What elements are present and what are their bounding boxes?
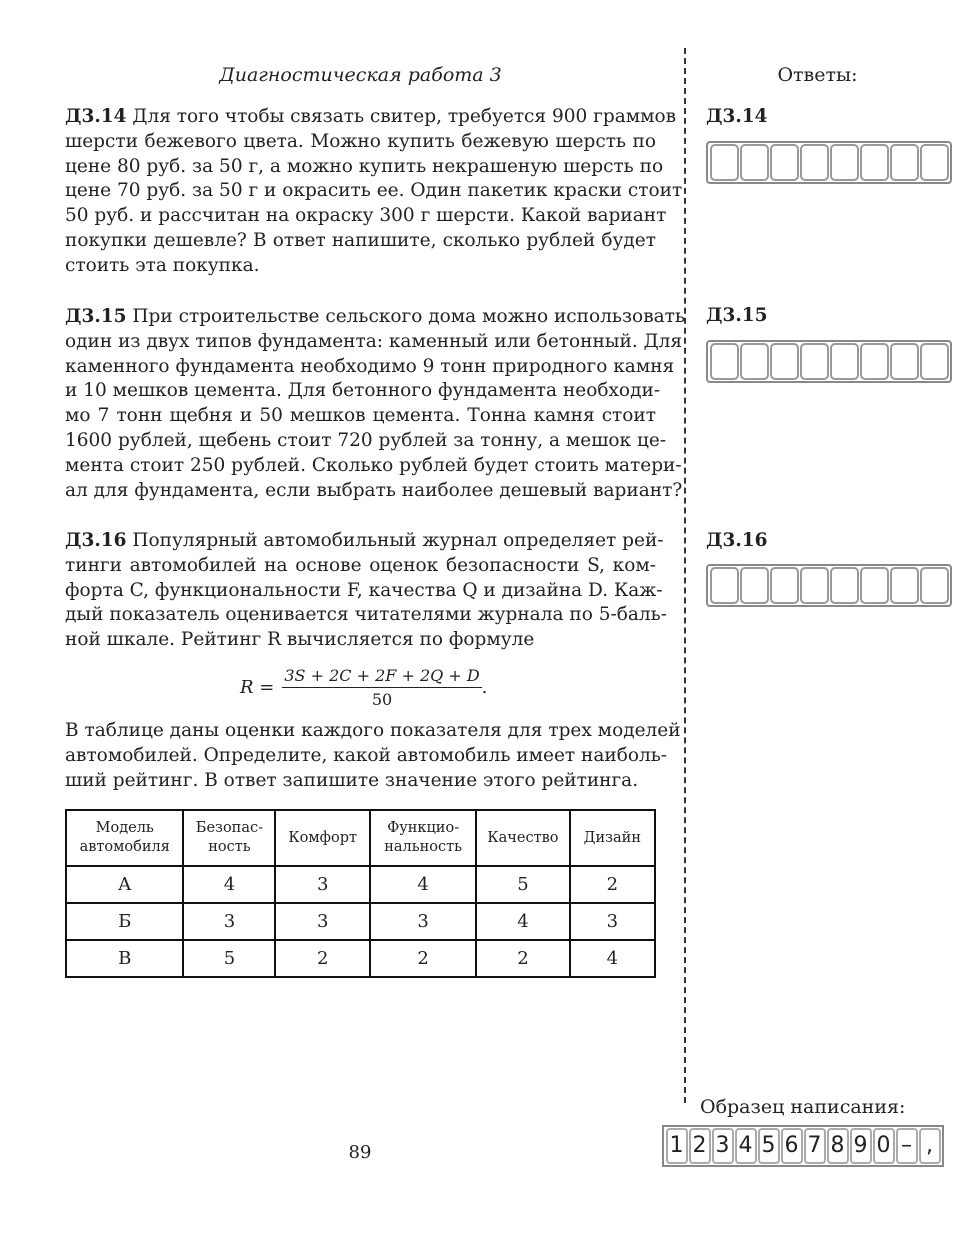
text-line	[65, 105, 677, 130]
text-line	[65, 179, 683, 204]
table-row	[66, 866, 655, 903]
answer-cell[interactable]	[860, 343, 889, 380]
rating-formula	[240, 666, 487, 709]
text-line	[65, 404, 656, 429]
answer-label-d3-14: Д3.14	[706, 106, 768, 127]
task-number: Д3.15	[65, 306, 127, 327]
sample-char: 7	[804, 1128, 826, 1164]
text-line	[65, 529, 664, 554]
answer-cell[interactable]	[920, 343, 949, 380]
task-d3-14	[65, 105, 683, 279]
text-line	[65, 579, 663, 604]
table-cell: 2	[370, 940, 476, 977]
sample-char: 2	[689, 1128, 711, 1164]
sample-label: Образец написания:	[700, 1096, 906, 1118]
table-cell: 5	[183, 940, 275, 977]
answer-boxes-d3-15[interactable]	[706, 340, 952, 383]
running-header: Диагностическая работа 3	[219, 64, 502, 86]
text-line	[65, 603, 667, 628]
sample-char: 5	[758, 1128, 780, 1164]
answer-cell[interactable]	[830, 567, 859, 604]
text-line	[65, 744, 668, 769]
text-line	[65, 454, 682, 479]
text-line	[65, 429, 667, 454]
table-cell: В	[66, 940, 183, 977]
line-text: ной шкале. Рейтинг R вычисляется по формуле	[65, 629, 535, 651]
answer-cell[interactable]	[800, 567, 829, 604]
column-header: Модель автомобиля	[66, 810, 183, 866]
line-text: В таблице даны оценки каждого показателя для трех моделей	[65, 720, 681, 741]
table-cell: 4	[476, 903, 569, 940]
answer-cell[interactable]	[740, 343, 769, 380]
text-line	[65, 305, 685, 330]
column-header: Дизайн	[570, 810, 655, 866]
line-text: цене 70 руб. за 50 г и окрасить ее. Один пакетик краски стоит	[65, 180, 683, 202]
line-text: мента стоит 250 рублей. Сколько рублей будет стоить матери-	[65, 454, 682, 476]
answer-cell[interactable]	[890, 567, 919, 604]
table-cell: 2	[275, 940, 370, 977]
line-text: дый показатель оценивается читателями журнала по 5-баль-	[65, 604, 667, 626]
column-header: Безопас-ность	[183, 810, 275, 866]
line-text: и 10 мешков цемента. Для бетонного фундамента необходи-	[65, 380, 661, 402]
answer-cell[interactable]	[800, 343, 829, 380]
table-cell: 3	[570, 903, 655, 940]
sample-char: 0	[873, 1128, 895, 1164]
text-line	[65, 229, 656, 254]
line-text: шерсти бежевого цвета. Можно купить бежевую шерсть по	[65, 130, 656, 152]
line-text: Популярный автомобильный журнал определяет рей-	[132, 530, 664, 551]
answer-cell[interactable]	[830, 343, 859, 380]
task-number: Д3.16	[65, 530, 127, 551]
sample-char: –	[896, 1128, 918, 1164]
table-cell: 3	[183, 903, 275, 940]
answer-boxes-d3-14[interactable]	[706, 141, 952, 184]
answer-cell[interactable]	[740, 567, 769, 604]
sample-char: 9	[850, 1128, 872, 1164]
answer-cell[interactable]	[770, 567, 799, 604]
answer-cell[interactable]	[770, 144, 799, 181]
line-text: 50 руб. и рассчитан на окраску 300 г шерсти. Какой вариант	[65, 205, 667, 227]
text-line	[65, 628, 656, 653]
page-number: 89	[348, 1142, 372, 1163]
table-cell: 4	[370, 866, 476, 903]
task-d3-15	[65, 305, 685, 503]
table-cell: 4	[183, 866, 275, 903]
sample-char: 6	[781, 1128, 803, 1164]
sample-char: 3	[712, 1128, 734, 1164]
ratings-table	[65, 809, 656, 978]
line-text: форта C, функциональности F, качества Q и дизайна D. Каж-	[65, 579, 663, 601]
line-text: один из двух типов фундамента: каменный или бетонный. Для	[65, 330, 683, 352]
line-text: тинги автомобилей на основе оценок безопасности S, ком-	[65, 554, 656, 576]
text-line	[65, 204, 667, 229]
answer-cell[interactable]	[710, 144, 739, 181]
line-text: ший рейтинг. В ответ запишите значение этого рейтинга.	[65, 769, 639, 791]
table-cell: 2	[476, 940, 569, 977]
formula-denominator: 50	[371, 690, 393, 709]
formula-end: .	[481, 677, 488, 698]
line-text: покупки дешевле? В ответ напишите, сколько рублей будет	[65, 229, 656, 251]
answer-cell[interactable]	[860, 144, 889, 181]
table-cell: 3	[370, 903, 476, 940]
table-cell: 2	[570, 866, 655, 903]
text-line	[65, 330, 683, 355]
text-line	[65, 379, 661, 404]
answer-cell[interactable]	[800, 144, 829, 181]
table-cell: 4	[570, 940, 655, 977]
formula-numerator: 3S + 2C + 2F + 2Q + D	[282, 666, 481, 688]
text-line	[65, 769, 656, 794]
cut-line-divider	[684, 48, 686, 1103]
table-row	[66, 903, 655, 940]
table-cell: 3	[275, 866, 370, 903]
text-line	[65, 479, 683, 504]
answer-cell[interactable]	[920, 144, 949, 181]
answers-header: Ответы:	[777, 64, 858, 86]
answer-boxes-d3-16[interactable]	[706, 564, 952, 607]
line-text: 1600 рублей, щебень стоит 720 рублей за тонну, а мешок це-	[65, 429, 667, 451]
text-line	[65, 355, 675, 380]
task-d3-16	[65, 529, 667, 653]
sample-char: 4	[735, 1128, 757, 1164]
line-text: цене 80 руб. за 50 г, а можно купить некрашеную шерсть по	[65, 155, 664, 177]
text-line	[65, 130, 656, 155]
sample-char: ,	[919, 1128, 941, 1164]
text-line	[65, 254, 656, 279]
sample-digits	[662, 1125, 944, 1167]
column-header: Комфорт	[275, 810, 370, 866]
answer-cell[interactable]	[830, 144, 859, 181]
task-d3-16-continued	[65, 719, 681, 793]
answer-cell[interactable]	[890, 144, 919, 181]
task-number: Д3.14	[65, 106, 127, 127]
line-text: каменного фундамента необходимо 9 тонн природного камня	[65, 355, 675, 377]
line-text: При строительстве сельского дома можно использовать	[132, 306, 685, 327]
answer-cell[interactable]	[740, 144, 769, 181]
answer-cell[interactable]	[890, 343, 919, 380]
line-text: автомобилей. Определите, какой автомобиль имеет наиболь-	[65, 744, 668, 766]
sample-char: 8	[827, 1128, 849, 1164]
answer-label-d3-15: Д3.15	[706, 305, 768, 326]
formula-lhs: R =	[240, 677, 275, 698]
table-cell: Б	[66, 903, 183, 940]
line-text: стоить эта покупка.	[65, 254, 260, 276]
table-cell: 5	[476, 866, 569, 903]
line-text: мо 7 тонн щебня и 50 мешков цемента. Тонна камня стоит	[65, 405, 656, 427]
table-header-row	[66, 810, 655, 866]
answer-cell[interactable]	[770, 343, 799, 380]
table-cell: 3	[275, 903, 370, 940]
answer-cell[interactable]	[920, 567, 949, 604]
table-cell: А	[66, 866, 183, 903]
answer-cell[interactable]	[710, 567, 739, 604]
answer-cell[interactable]	[710, 343, 739, 380]
line-text: ал для фундамента, если выбрать наиболее дешевый вариант?	[65, 479, 683, 501]
sample-char: 1	[666, 1128, 688, 1164]
answer-cell[interactable]	[860, 567, 889, 604]
text-line	[65, 155, 664, 180]
text-line	[65, 554, 656, 579]
answer-label-d3-16: Д3.16	[706, 530, 768, 551]
column-header: Функцио-нальность	[370, 810, 476, 866]
table-row	[66, 940, 655, 977]
line-text: Для того чтобы связать свитер, требуется 900 граммов	[132, 106, 677, 127]
text-line	[65, 719, 681, 744]
column-header: Качество	[476, 810, 569, 866]
formula-fraction	[282, 666, 481, 709]
